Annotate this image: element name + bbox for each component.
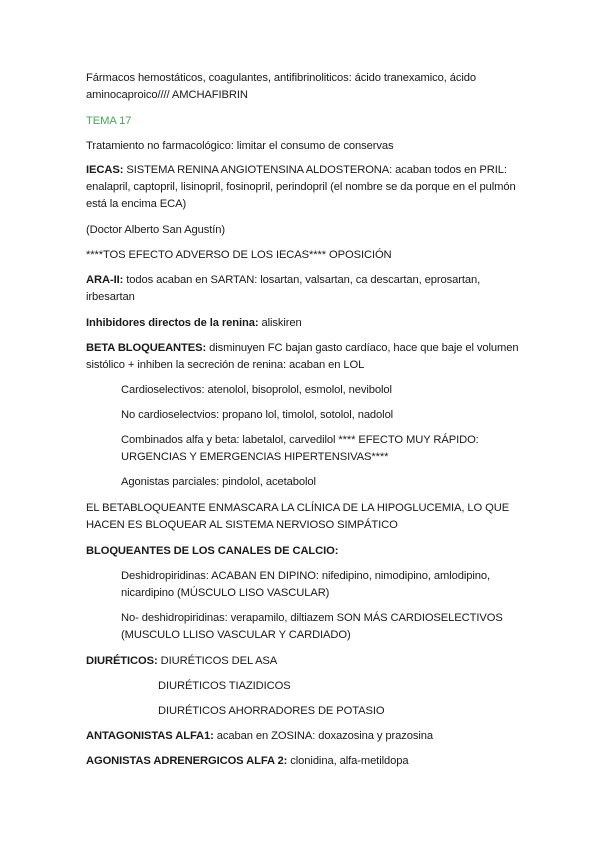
beta-bloqueantes-text: disminuyen FC bajan gasto cardíaco, hace que baje el volumen sistólico + inhiben la secreción de renina: acaban en LOL xyxy=(86,342,519,371)
diureticos-ahorradores-item: DIURÉTICOS AHORRADORES DE POTASIO xyxy=(158,705,385,717)
iecas-text: SISTEMA RENINA ANGIOTENSINA ALDOSTERONA: acaban todos en PRIL: enalapril, captopril, lisinopril, fosinopril, perindopril (el nombre se da porque en el pulmón está la encima ECA) xyxy=(86,164,516,210)
intro-paragraph: Fármacos hemostáticos, coagulantes, antifibrinoliticos: ácido tranexamico, ácido aminocaproico//// AMCHAFIBRIN xyxy=(86,72,476,101)
doctor-note: (Doctor Alberto San Agustín) xyxy=(86,224,225,236)
calcio-heading xyxy=(86,543,526,560)
cardioselectivos-item: Cardioselectivos: atenolol, bisoprolol, esmolol, nevibolol xyxy=(121,384,392,396)
ara-ii-label: ARA-II: xyxy=(86,274,124,286)
no-cardioselectivos-item: No cardioselectvios: propano lol, timolol, sotolol, nadolol xyxy=(121,409,394,421)
calcio-label: BLOQUEANTES DE LOS CANALES DE CALCIO: xyxy=(86,545,339,557)
beta-bloqueantes-paragraph xyxy=(86,340,526,374)
beta-bloqueantes-label: BETA BLOQUEANTES: xyxy=(86,342,207,354)
deshidropiridinas-item: Deshidropiridinas: ACABAN EN DIPINO: nifedipino, nimodipino, amlodipino, nicardipino (MÚSCULO LISO VASCULAR) xyxy=(121,570,491,599)
diureticos-tiazidicos-item: DIURÉTICOS TIAZIDICOS xyxy=(158,680,291,692)
tema-heading: TEMA 17 xyxy=(86,115,132,127)
diureticos-paragraph xyxy=(86,653,526,670)
iecas-paragraph xyxy=(86,162,526,213)
renina-text: aliskiren xyxy=(258,317,302,329)
no-deshidropiridinas-item: No- deshidropiridinas: verapamilo, diltiazem SON MÁS CARDIOSELECTIVOS (MUSCULO LLISO VASCULAR Y CARDIADO) xyxy=(121,612,503,641)
ara-ii-text: todos acaban en SARTAN: losartan, valsartan, ca descartan, eprosartan, irbesartan xyxy=(86,274,481,303)
betabloqueante-note: EL BETABLOQUEANTE ENMASCARA LA CLÍNICA DE LA HIPOGLUCEMIA, LO QUE HACEN ES BLOQUEAR AL SISTEMA NERVIOSO SIMPÁTICO xyxy=(86,502,510,531)
agonistas-alfa2-paragraph xyxy=(86,753,526,770)
iecas-label: IECAS: xyxy=(86,164,124,176)
renina-label: Inhibidores directos de la renina: xyxy=(86,317,259,329)
agonistas-alfa2-label: AGONISTAS ADRENERGICOS ALFA 2: xyxy=(86,755,288,767)
diureticos-label: DIURÉTICOS: xyxy=(86,655,158,667)
antagonistas-alfa1-label: ANTAGONISTAS ALFA1: xyxy=(86,730,214,742)
antagonistas-alfa1-text: acaban en ZOSINA: doxazosina y prazosina xyxy=(213,730,433,742)
iecas-adverse-effect: ****TOS EFECTO ADVERSO DE LOS IECAS**** OPOSICIÓN xyxy=(86,249,392,261)
ara-ii-paragraph xyxy=(86,272,526,306)
no-farmacologico-paragraph: Tratamiento no farmacológico: limitar el consumo de conservas xyxy=(86,140,394,152)
renina-paragraph xyxy=(86,315,526,332)
agonistas-parciales-item: Agonistas parciales: pindolol, acetabolol xyxy=(121,476,316,488)
antagonistas-alfa1-paragraph xyxy=(86,728,526,745)
agonistas-alfa2-text: clonidina, alfa-metildopa xyxy=(287,755,409,767)
combinados-item: Combinados alfa y beta: labetalol, carvedilol **** EFECTO MUY RÁPIDO: URGENCIAS Y EMERGENCIAS HIPERTENSIVAS**** xyxy=(121,434,479,463)
diureticos-asa: DIURÉTICOS DEL ASA xyxy=(157,655,278,667)
